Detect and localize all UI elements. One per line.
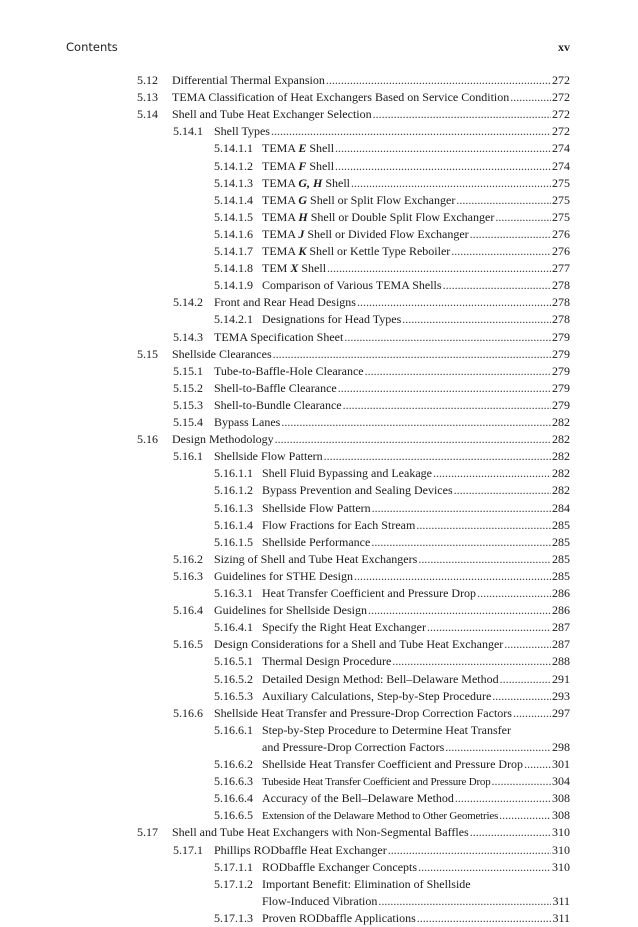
toc-entry-page: 286 — [552, 603, 570, 618]
toc-entry-title: TEMA Classification of Heat Exchangers Based on Service Condition — [172, 90, 510, 105]
toc-entry-number: 5.16.1.5 — [214, 534, 253, 549]
dot-leader — [343, 397, 551, 414]
toc-entry-page: 298 — [552, 739, 570, 754]
toc-entry[interactable] — [0, 551, 638, 568]
toc-entry-number: 5.16.5.2 — [214, 671, 253, 686]
toc-entry[interactable] — [0, 500, 638, 517]
toc-entry[interactable] — [0, 140, 638, 157]
toc-entry-title — [262, 226, 469, 243]
toc-entry[interactable] — [0, 756, 638, 773]
toc-entry-page: 276 — [552, 244, 570, 258]
toc-entry-title: Design Considerations for a Shell and Tube Heat Exchanger — [214, 637, 504, 652]
toc-entry[interactable] — [0, 363, 638, 380]
toc-entry-title — [262, 260, 326, 277]
toc-entry-title-prefix: TEMA — [262, 175, 299, 190]
toc-entry[interactable] — [0, 619, 638, 636]
running-header-title: Contents — [66, 40, 118, 54]
toc-entry[interactable] — [0, 910, 638, 927]
toc-entry-page: 311 — [552, 893, 570, 908]
toc-entry-title: Shellside Flow Pattern — [262, 500, 371, 515]
toc-entry-page: 274 — [552, 141, 570, 156]
toc-entry-number: 5.16.6.3 — [214, 774, 253, 789]
toc-entry[interactable] — [0, 585, 638, 602]
dot-leader — [335, 140, 551, 157]
toc-entry-page: 282 — [552, 466, 570, 481]
toc-entry-page: 297 — [552, 705, 570, 720]
toc-entry-number: 5.15.2 — [173, 380, 203, 395]
toc-entry[interactable] — [0, 158, 638, 175]
toc-entry-shell-letter: J — [298, 226, 305, 241]
toc-entry-number: 5.14.2 — [173, 295, 203, 310]
toc-entry-page: 310 — [552, 825, 570, 840]
toc-entry-title-prefix: TEMA — [262, 244, 299, 258]
toc-entry-number: 5.14.1.4 — [214, 192, 253, 207]
toc-entry-page: 284 — [552, 500, 570, 515]
toc-entry-number: 5.14.1.6 — [214, 226, 253, 241]
toc-entry-title: Flow Fractions for Each Stream — [262, 517, 416, 532]
toc-entry-title: Design Methodology — [172, 432, 274, 447]
toc-entry[interactable] — [0, 192, 638, 209]
toc-entry-title: Front and Rear Head Designs — [214, 295, 356, 310]
dot-leader — [510, 89, 551, 106]
dot-leader — [378, 893, 551, 910]
toc-entry-page: 286 — [552, 586, 570, 600]
toc-entry-page: 287 — [552, 637, 570, 652]
dot-leader — [371, 534, 551, 551]
toc-entry-title: Bypass Prevention and Sealing Devices — [262, 483, 453, 498]
toc-entry-number: 5.16.6.2 — [214, 757, 253, 771]
toc-entry-number: 5.14.1.2 — [214, 158, 253, 173]
toc-entry-number: 5.16.6 — [173, 705, 203, 720]
toc-entry-page: 310 — [552, 859, 570, 874]
toc-entry-number: 5.17.1 — [173, 842, 203, 857]
toc-entry-title — [262, 158, 334, 175]
toc-entry-number: 5.16.5.1 — [214, 654, 253, 669]
toc-entry[interactable] — [0, 294, 638, 311]
toc-entry-page: 275 — [552, 209, 570, 224]
toc-entry-title-suffix: Shell or Split Flow Exchanger — [307, 192, 456, 207]
toc-entry-page: 287 — [552, 620, 570, 635]
toc-entry[interactable] — [0, 842, 638, 859]
toc-entry-number: 5.16.1 — [173, 449, 203, 464]
toc-entry-title-prefix: TEMA — [262, 209, 299, 224]
toc-entry-title: Designations for Head Types — [262, 312, 402, 327]
toc-entry-title: Sizing of Shell and Tube Heat Exchangers — [214, 551, 418, 566]
toc-entry[interactable] — [0, 346, 638, 363]
toc-entry[interactable] — [0, 773, 638, 790]
toc-entry[interactable] — [0, 893, 638, 910]
dot-leader — [326, 72, 551, 89]
running-header — [66, 40, 570, 60]
toc-entry-number: 5.16.1.4 — [214, 517, 253, 532]
toc-entry-number: 5.16.5.3 — [214, 688, 253, 703]
toc-entry-title: Tubeside Heat Transfer Coefficient and Pressure Drop — [262, 776, 491, 789]
toc-entry-title: Guidelines for Shellside Design — [214, 603, 367, 618]
toc-entry-number: 5.15.3 — [173, 397, 203, 412]
toc-entry-title: Differential Thermal Expansion — [172, 73, 325, 87]
toc-entry-page: 278 — [552, 312, 570, 327]
toc-entry[interactable] — [0, 688, 638, 705]
toc-entry-page: 288 — [552, 654, 570, 669]
toc-entry-number: 5.14.3 — [173, 329, 203, 344]
toc-entry[interactable] — [0, 807, 638, 824]
toc-entry-number: 5.15 — [137, 346, 158, 361]
toc-entry-number: 5.14.2.1 — [214, 312, 253, 327]
toc-entry[interactable] — [0, 209, 638, 226]
toc-entry-number: 5.16.2 — [173, 551, 203, 566]
toc-entry[interactable] — [0, 106, 638, 123]
dot-leader — [392, 653, 551, 670]
toc-entry-page: 285 — [552, 551, 570, 566]
dot-leader — [273, 346, 551, 363]
toc-entry-shell-letter: G, H — [298, 175, 323, 190]
toc-entry-page: 279 — [552, 346, 570, 361]
toc-entry-number: 5.17.1.3 — [214, 910, 253, 925]
toc-entry-title: Heat Transfer Coefficient and Pressure Drop — [262, 586, 477, 600]
toc-entry-title-suffix: Shell or Double Split Flow Exchanger — [307, 209, 495, 224]
toc-entry-page: 279 — [552, 397, 570, 412]
toc-entry-title-suffix: Shell — [322, 175, 351, 190]
toc-entry-line — [0, 722, 638, 739]
toc-entry[interactable] — [0, 739, 638, 756]
toc-entry-title: Comparison of Various TEMA Shells — [262, 278, 442, 293]
toc-entry-title: Shellside Heat Transfer Coefficient and Pressure Drop — [262, 757, 524, 771]
toc-entry-title: Shell-to-Baffle Clearance — [214, 380, 337, 395]
toc-entry-page: 272 — [552, 90, 570, 105]
dot-leader — [354, 568, 551, 585]
toc-entry-title: Bypass Lanes — [214, 415, 281, 429]
toc-entry-number: 5.14.1.5 — [214, 209, 253, 224]
toc-entry-title-suffix: Shell — [298, 261, 327, 276]
toc-entry-number: 5.16.1.3 — [214, 500, 253, 515]
toc-entry-title-prefix: TEMA — [262, 141, 299, 156]
toc-entry-number: 5.16.6.4 — [214, 791, 253, 806]
toc-entry-title: Shellside Performance — [262, 534, 371, 549]
toc-entry-number: 5.15.4 — [173, 415, 203, 429]
toc-entry[interactable] — [0, 311, 638, 328]
dot-leader — [372, 500, 551, 517]
toc-entry-title: RODbaffle Exchanger Concepts — [262, 859, 418, 874]
toc-entry[interactable] — [0, 824, 638, 841]
toc-entry-title: Extension of the Delaware Method to Other Geometries — [262, 810, 499, 823]
toc-entry[interactable] — [0, 414, 638, 431]
dot-leader — [504, 636, 551, 653]
toc-entry-number: 5.17 — [137, 825, 158, 840]
toc-entry-number: 5.16.4 — [173, 603, 203, 618]
toc-entry-title — [262, 243, 450, 260]
dot-leader — [454, 482, 551, 499]
toc-entry-page: 304 — [552, 774, 570, 789]
dot-leader — [324, 448, 551, 465]
dot-leader — [433, 465, 551, 482]
dot-leader — [427, 619, 551, 636]
toc-entry-page: 310 — [552, 842, 570, 857]
toc-entry[interactable] — [0, 277, 638, 294]
toc-entry-page: 278 — [552, 278, 570, 293]
dot-leader — [357, 294, 551, 311]
toc-entry[interactable] — [0, 89, 638, 106]
dot-leader — [443, 277, 551, 294]
dot-leader — [445, 739, 551, 756]
toc-entry-title: Shell Types — [214, 124, 270, 139]
toc-entry-title-suffix: Shell — [306, 141, 335, 156]
toc-entry-title: TEMA Specification Sheet — [214, 329, 344, 344]
toc-entry-title: Tube-to-Baffle-Hole Clearance — [214, 363, 364, 378]
toc-entry-page: 276 — [552, 226, 570, 241]
toc-entry-title: and Pressure-Drop Correction Factors — [262, 739, 445, 754]
dot-leader — [335, 158, 551, 175]
dot-leader — [388, 842, 551, 859]
toc-entry-page: 272 — [552, 124, 570, 139]
dot-leader — [351, 175, 551, 192]
toc-entry-title: Accuracy of the Bell–Delaware Method — [262, 791, 454, 806]
toc-entry-page: 275 — [552, 175, 570, 190]
toc-entry-number: 5.13 — [137, 90, 158, 105]
dot-leader — [455, 790, 551, 807]
toc-entry[interactable] — [0, 602, 638, 619]
toc-entry-page: 282 — [552, 483, 570, 498]
toc-entry-page: 291 — [552, 671, 570, 686]
toc-entry-page: 311 — [552, 910, 570, 925]
dot-leader — [338, 380, 551, 397]
toc-entry-title: Shell and Tube Heat Exchangers with Non-Segmental Baffles — [172, 825, 469, 840]
toc-entry[interactable] — [0, 705, 638, 722]
dot-leader — [275, 431, 551, 448]
toc-entry-line — [0, 876, 638, 893]
toc-entry-title: Shellside Flow Pattern — [214, 449, 323, 464]
toc-entry-number: 5.14.1.8 — [214, 261, 253, 276]
toc-entry-title-suffix: Shell or Kettle Type Reboiler — [306, 244, 451, 258]
toc-entry-page: 274 — [552, 158, 570, 173]
dot-leader — [416, 517, 551, 534]
dot-leader — [373, 106, 551, 123]
toc-entry-title — [262, 140, 334, 157]
toc-entry-page: 293 — [552, 688, 570, 703]
toc-entry-title: Auxiliary Calculations, Step-by-Step Procedure — [262, 688, 492, 703]
toc-entry-title-prefix: TEMA — [262, 192, 299, 207]
toc-entry-shell-letter: G — [298, 192, 308, 207]
dot-leader — [327, 260, 551, 277]
dot-leader — [368, 602, 551, 619]
toc-entry-number: 5.16.3 — [173, 568, 203, 583]
dot-leader — [470, 226, 551, 243]
toc-entry[interactable] — [0, 653, 638, 670]
toc-entry-title: Phillips RODbaffle Heat Exchanger — [214, 842, 387, 857]
toc-entry-page: 277 — [552, 261, 570, 276]
toc-entry-number: 5.17.1.2 — [214, 876, 253, 891]
toc-entry-number: 5.14.1 — [173, 124, 203, 139]
toc-entry-page: 279 — [552, 380, 570, 395]
toc-entry-title — [262, 175, 350, 192]
toc-entry-title-prefix: TEM — [262, 261, 291, 276]
toc-entry-number: 5.14 — [137, 107, 158, 122]
toc-entry[interactable] — [0, 636, 638, 653]
toc-entry-page: 301 — [552, 757, 570, 771]
toc-entry[interactable] — [0, 568, 638, 585]
toc-entry[interactable] — [0, 482, 638, 499]
dot-leader — [271, 123, 551, 140]
toc-entry-title-line: Important Benefit: Elimination of Shellside — [262, 876, 471, 891]
toc-entry-title-prefix: TEMA — [262, 226, 299, 241]
toc-entry-title-suffix: Shell — [306, 158, 335, 173]
toc-entry-number: 5.15.1 — [173, 363, 203, 378]
dot-leader — [417, 910, 552, 927]
toc-entry-number: 5.16.1.2 — [214, 483, 253, 498]
toc-entry-shell-letter: K — [298, 244, 307, 258]
toc-entry-page: 308 — [552, 808, 570, 823]
toc-entry-shell-letter: E — [298, 141, 307, 156]
toc-entry-number: 5.14.1.3 — [214, 175, 253, 190]
toc-entry-title: Shell-to-Bundle Clearance — [214, 397, 342, 412]
dot-leader — [499, 807, 551, 824]
toc-entry-title — [262, 209, 494, 226]
toc-entry[interactable] — [0, 448, 638, 465]
dot-leader — [524, 756, 551, 773]
dot-leader — [402, 311, 551, 328]
toc-entry-number: 5.16.5 — [173, 637, 203, 652]
toc-entry-shell-letter: H — [298, 209, 308, 224]
toc-entry-number: 5.14.1.1 — [214, 141, 253, 156]
toc-entry[interactable] — [0, 329, 638, 346]
page-number-roman: xv — [558, 40, 570, 54]
toc-entry[interactable] — [0, 72, 638, 89]
toc-entry-title — [262, 192, 455, 209]
dot-leader — [470, 824, 551, 841]
toc-entry-page: 279 — [552, 329, 570, 344]
toc-entry[interactable] — [0, 790, 638, 807]
dot-leader — [513, 705, 551, 722]
toc-entry-number: 5.16.3.1 — [214, 586, 253, 600]
toc-entry-title: Flow-Induced Vibration — [262, 893, 378, 908]
toc-entry-page: 285 — [552, 568, 570, 583]
toc-entry-number: 5.16 — [137, 432, 158, 447]
toc-entry-number: 5.16.1.1 — [214, 466, 253, 481]
toc-entry-title-line: Step-by-Step Procedure to Determine Heat Transfer — [262, 722, 511, 737]
toc-entry-shell-letter: X — [290, 261, 299, 276]
toc-entry-number: 5.16.6.5 — [214, 808, 253, 823]
toc-entry[interactable] — [0, 123, 638, 140]
toc-entry[interactable] — [0, 397, 638, 414]
toc-entry-title-suffix: Shell or Divided Flow Exchanger — [304, 226, 469, 241]
toc-entry-page: 275 — [552, 192, 570, 207]
toc-entry[interactable] — [0, 226, 638, 243]
dot-leader — [344, 329, 551, 346]
toc-entry-title: Thermal Design Procedure — [262, 654, 392, 669]
dot-leader — [365, 363, 551, 380]
toc-entry[interactable] — [0, 671, 638, 688]
toc-entry[interactable] — [0, 859, 638, 876]
toc-entry-number: 5.17.1.1 — [214, 859, 253, 874]
toc-entry[interactable] — [0, 380, 638, 397]
toc-entry-page: 272 — [552, 107, 570, 122]
dot-leader — [500, 671, 551, 688]
toc-entry[interactable] — [0, 175, 638, 192]
toc-entry-title-prefix: TEMA — [262, 158, 299, 173]
dot-leader — [495, 209, 551, 226]
toc-entry-title: Detailed Design Method: Bell–Delaware Method — [262, 671, 499, 686]
toc-entry-page: 308 — [552, 791, 570, 806]
toc-entry-title: Specify the Right Heat Exchanger — [262, 620, 426, 635]
toc-entry-title: Proven RODbaffle Applications — [262, 910, 416, 925]
toc-entry-title: Shellside Heat Transfer and Pressure-Drop Correction Factors — [214, 705, 512, 720]
toc-entry-title: Shellside Clearances — [172, 346, 272, 361]
toc-entry-title: Guidelines for STHE Design — [214, 568, 353, 583]
toc-entry-title: Shell and Tube Heat Exchanger Selection — [172, 107, 372, 122]
toc-entry[interactable] — [0, 260, 638, 277]
toc-entry-page: 282 — [552, 415, 570, 429]
toc-entry[interactable] — [0, 465, 638, 482]
dot-leader — [418, 859, 551, 876]
dot-leader — [477, 585, 551, 602]
dot-leader — [418, 551, 551, 568]
dot-leader — [492, 773, 551, 790]
toc-entry[interactable] — [0, 243, 638, 260]
toc-entry-number: 5.12 — [137, 73, 158, 87]
dot-leader — [281, 414, 551, 431]
toc-entry-page: 285 — [552, 534, 570, 549]
toc-entry-page: 279 — [552, 363, 570, 378]
dot-leader — [451, 243, 551, 260]
toc-entry-page: 282 — [552, 449, 570, 464]
toc-entry-shell-letter: F — [298, 158, 307, 173]
toc-entry[interactable] — [0, 431, 638, 448]
toc-entry-page: 282 — [552, 432, 570, 447]
toc-entry-page: 285 — [552, 517, 570, 532]
toc-entry-page: 272 — [552, 73, 570, 87]
toc-entry[interactable] — [0, 534, 638, 551]
toc-entry-number: 5.16.6.1 — [214, 722, 253, 737]
dot-leader — [492, 688, 551, 705]
toc-entry-number: 5.14.1.9 — [214, 278, 253, 293]
toc-entry[interactable] — [0, 517, 638, 534]
dot-leader — [456, 192, 551, 209]
toc-entry-number: 5.16.4.1 — [214, 620, 253, 635]
toc-entry-page: 278 — [552, 295, 570, 310]
toc-entry-number: 5.14.1.7 — [214, 244, 253, 258]
toc-entry-title: Shell Fluid Bypassing and Leakage — [262, 466, 432, 481]
